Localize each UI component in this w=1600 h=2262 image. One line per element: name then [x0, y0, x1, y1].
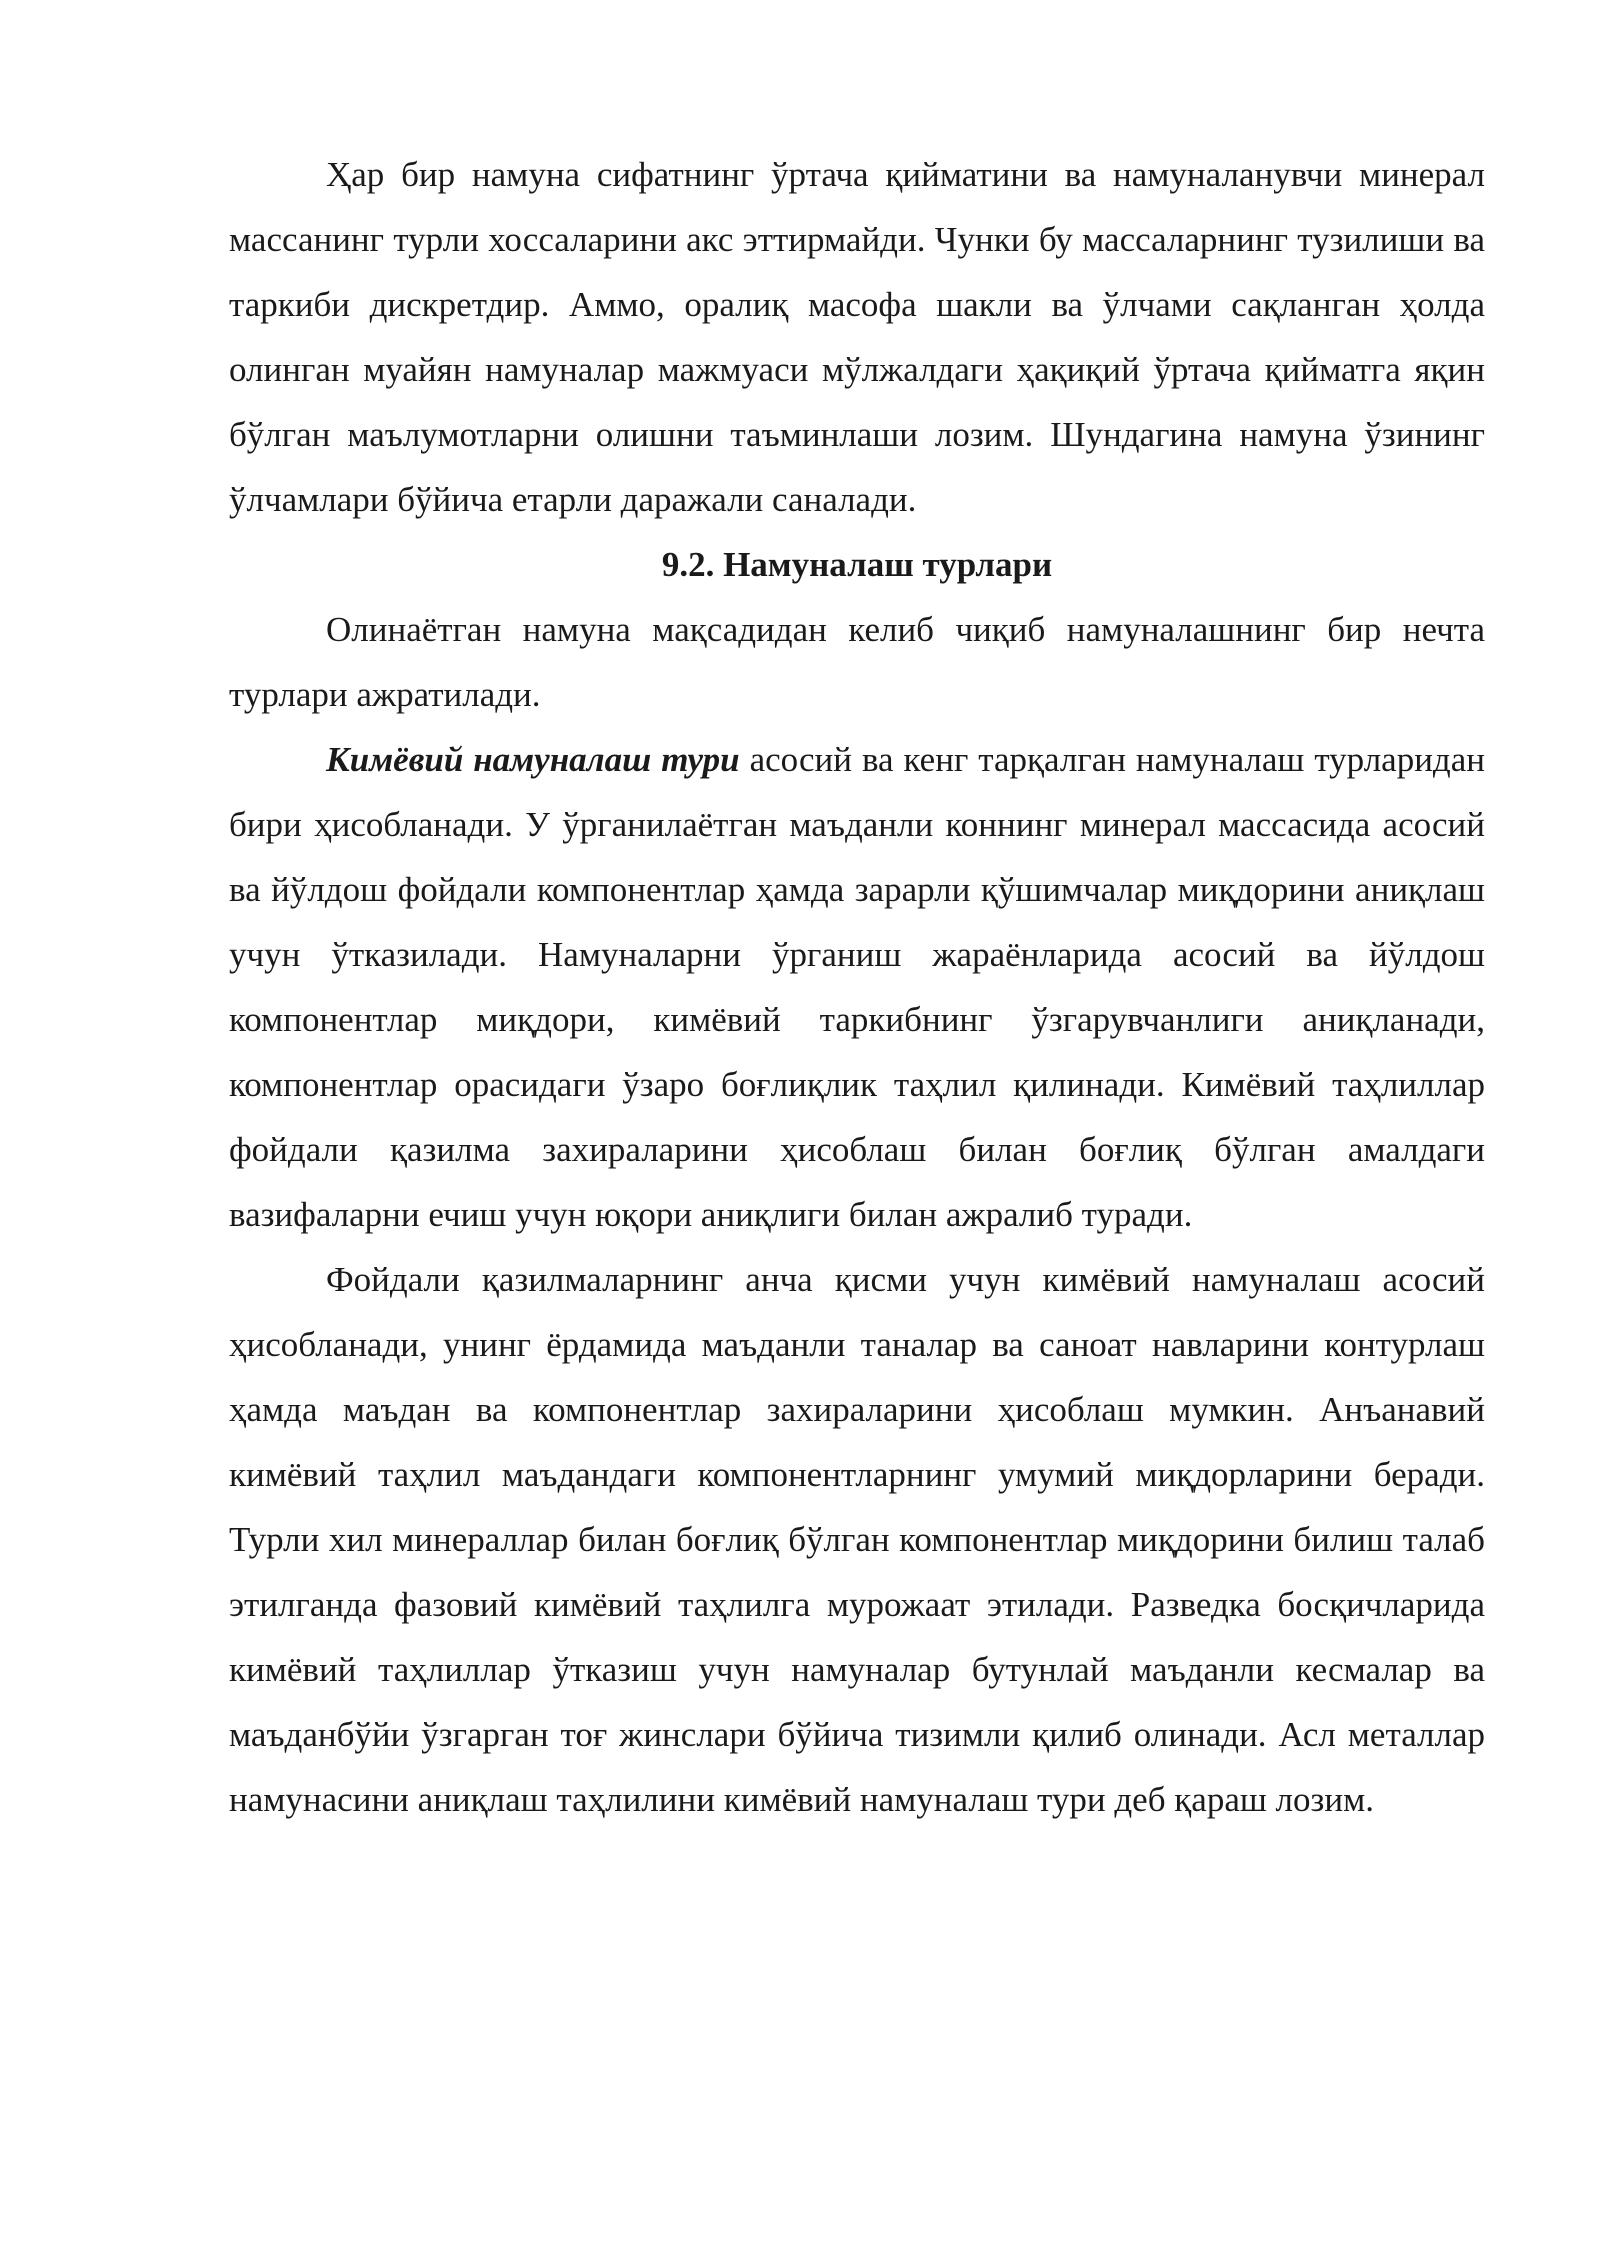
document-body [229, 142, 1485, 1832]
paragraph-chemical-sampling [229, 727, 1485, 1247]
paragraph-useful-minerals: Фойдали қазилмаларнинг анча қисми учун кимёвий намуналаш асосий ҳисобланади, унинг ёрдамида маъданли таналар ва саноат навларини контурлаш ҳамда маъдан ва компонентлар захираларини ҳисоблаш мумкин. Анъанавий кимёвий таҳлил маъдандаги компонентларнинг умумий миқдорларини беради. Турли хил минераллар билан боғлиқ бўлган компонентлар миқдорини билиш талаб этилганда фазовий кимёвий таҳлилга мурожаат этилади. Разведка босқичларида кимёвий таҳлиллар ўтказиш учун намуналар бутунлай маъданли кесмалар ва маъданбўйи ўзгарган тоғ жинслари бўйича тизимли қилиб олинади. Асл металлар намунасини аниқлаш таҳлилини кимёвий намуналаш тури деб қараш лозим. [229, 1260, 1485, 1819]
section-heading: 9.2. Намуналаш турлари [661, 545, 1053, 584]
paragraph-sampling-types: Олинаётган намуна мақсадидан келиб чиқиб намуналашнинг бир нечта турлари ажратилади. [229, 610, 1485, 714]
paragraph-intro: Ҳар бир намуна сифатнинг ўртача қийматини ва намуналанувчи минерал массанинг турли хоссаларини акс эттирмайди. Чунки бу массаларнинг тузилиши ва таркиби дискретдир. Аммо, оралиқ масофа шакли ва ўлчами сақланган ҳолда олинган муайян намуналар мажмуаси мўлжалдаги ҳақиқий ўртача қийматга яқин бўлган маълумотларни олишни таъминлаши лозим. Шундагина намуна ўзининг ўлчамлари бўйича етарли даражали саналади. [229, 155, 1485, 519]
term-chemical-sampling: Кимёвий намуналаш тури [326, 740, 740, 779]
paragraph-chemical-sampling-text: асосий ва кенг тарқалган намуналаш турларидан бири ҳисобланади. У ўрганилаётган маъданли коннинг минерал массасида асосий ва йўлдош фойдали компонентлар ҳамда зарарли қўшимчалар миқдорини аниқлаш учун ўтказилади. Намуналарни ўрганиш жараёнларида асосий ва йўлдош компонентлар миқдори, кимёвий таркибнинг ўзгарувчанлиги аниқланади, компонентлар орасидаги ўзаро боғлиқлик таҳлил қилинади. Кимёвий таҳлиллар фойдали қазилма захираларини ҳисоблаш билан боғлиқ бўлган амалдаги вазифаларни ечиш учун юқори аниқлиги билан ажралиб туради. [229, 740, 1486, 1234]
